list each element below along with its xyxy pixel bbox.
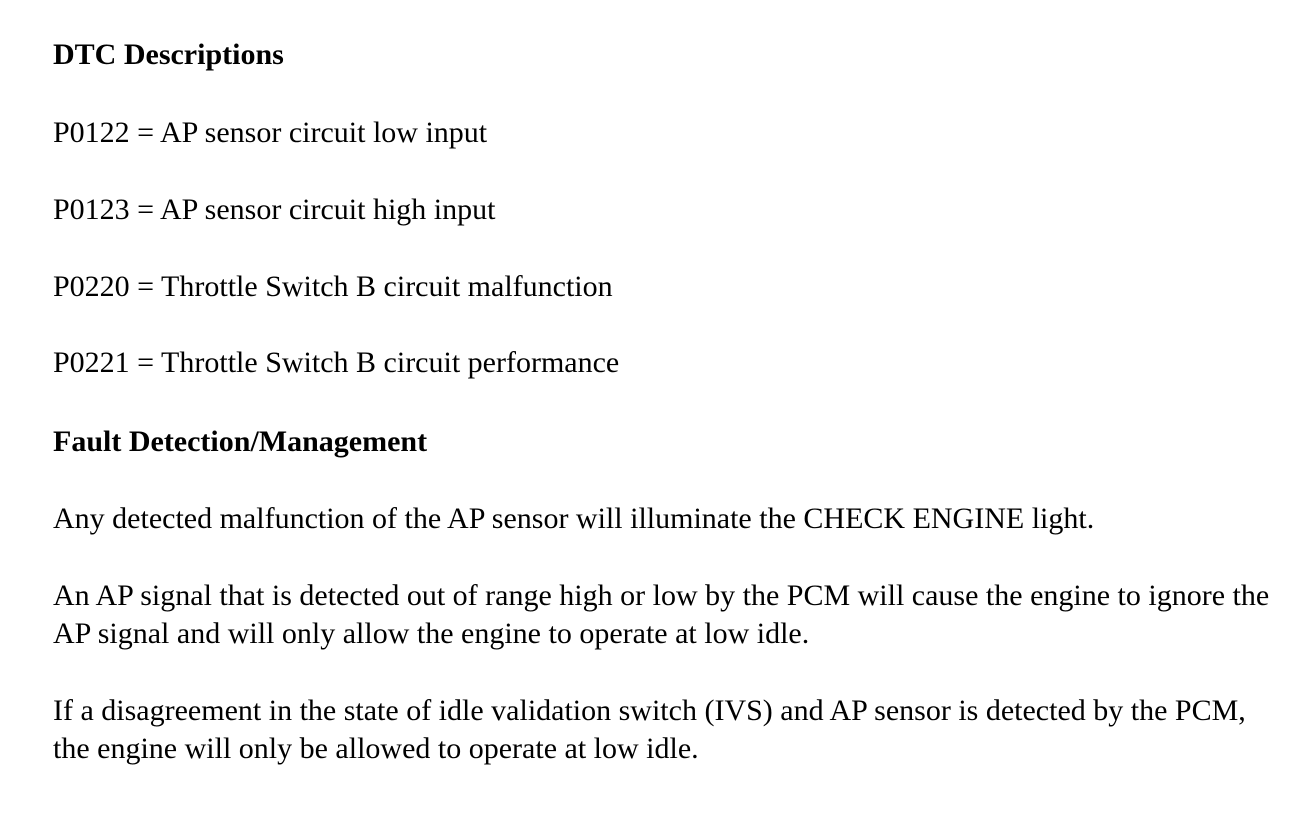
- dtc-code-p0123: P0123 = AP sensor circuit high input: [53, 193, 496, 226]
- dtc-code-p0221: P0221 = Throttle Switch B circuit performance: [53, 346, 620, 379]
- dtc-code-p0220: P0220 = Throttle Switch B circuit malfunction: [53, 270, 613, 303]
- fault-paragraph-check-engine: Any detected malfunction of the AP sensor will illuminate the CHECK ENGINE light.: [53, 502, 1095, 535]
- dtc-descriptions-heading: DTC Descriptions: [53, 38, 284, 71]
- fault-paragraph-ivs-disagreement: If a disagreement in the state of idle validation switch (IVS) and AP sensor is detected by the PCM, the engine will only be allowed to operate at low idle.: [53, 694, 1246, 765]
- dtc-code-p0122: P0122 = AP sensor circuit low input: [53, 116, 488, 149]
- fault-paragraph-out-of-range: An AP signal that is detected out of range high or low by the PCM will cause the engine to ignore the AP signal and will only allow the engine to operate at low idle.: [53, 579, 1270, 650]
- fault-detection-heading: Fault Detection/Management: [53, 425, 428, 458]
- document-page: [53, 0, 1283, 840]
